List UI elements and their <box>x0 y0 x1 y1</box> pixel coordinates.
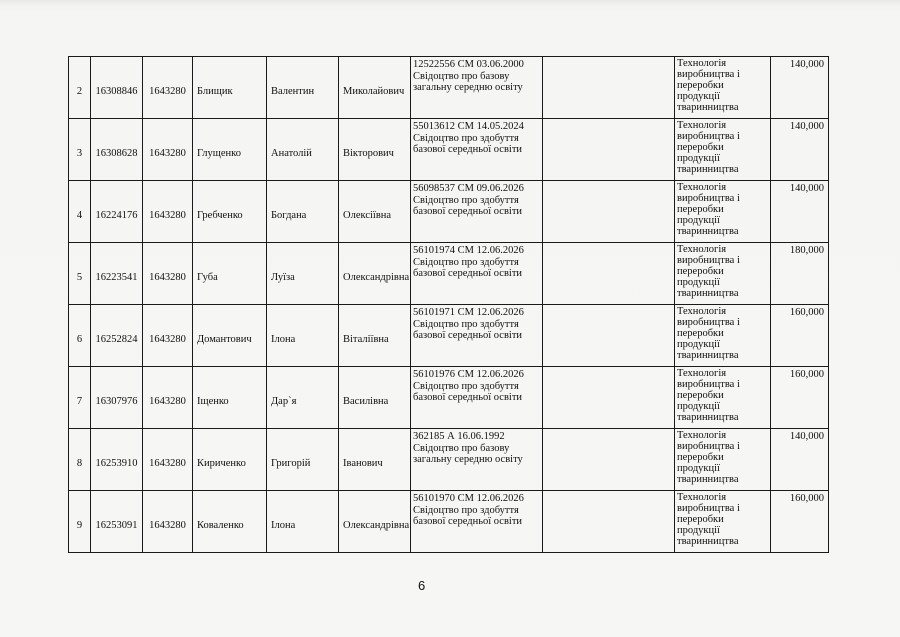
empty-cell <box>543 119 675 181</box>
first-name-cell: Ілона <box>267 491 339 553</box>
document-title: Свідоцтво про здобуття базової середньої освіти <box>413 380 523 403</box>
specialty-cell: Технологія виробництва і переробки продукції тваринництва <box>675 367 771 429</box>
row-number-cell: 7 <box>69 367 91 429</box>
first-name-cell: Луїза <box>267 243 339 305</box>
applicants-table-wrapper <box>68 56 828 553</box>
row-number-cell: 2 <box>69 57 91 119</box>
specialty-cell: Технологія виробництва і переробки продукції тваринництва <box>675 243 771 305</box>
document-number: 12522556 СМ 03.06.2000 <box>413 59 524 70</box>
first-name-cell: Богдана <box>267 181 339 243</box>
empty-cell <box>543 491 675 553</box>
document-number: 55013612 СМ 14.05.2024 <box>413 121 524 132</box>
first-name-cell: Дар`я <box>267 367 339 429</box>
table-row <box>69 429 829 491</box>
specialty-cell: Технологія виробництва і переробки продукції тваринництва <box>675 119 771 181</box>
surname-cell: Домантович <box>193 305 267 367</box>
document-cell <box>411 181 543 243</box>
applicant-id-cell: 16253910 <box>91 429 143 491</box>
program-code-cell: 1643280 <box>143 119 193 181</box>
surname-cell: Кириченко <box>193 429 267 491</box>
table-row <box>69 491 829 553</box>
score-cell: 160,000 <box>771 367 829 429</box>
row-number-cell: 3 <box>69 119 91 181</box>
surname-cell: Губа <box>193 243 267 305</box>
applicant-id-cell: 16253091 <box>91 491 143 553</box>
surname-cell: Коваленко <box>193 491 267 553</box>
applicant-id-cell: 16308846 <box>91 57 143 119</box>
program-code-cell: 1643280 <box>143 181 193 243</box>
empty-cell <box>543 429 675 491</box>
document-cell <box>411 429 543 491</box>
document-title: Свідоцтво про базову загальну середню освіту <box>413 70 523 93</box>
document-cell <box>411 243 543 305</box>
row-number-cell: 5 <box>69 243 91 305</box>
row-number-cell: 9 <box>69 491 91 553</box>
patronymic-cell: Віталіївна <box>339 305 411 367</box>
table-row <box>69 367 829 429</box>
specialty-cell: Технологія виробництва і переробки продукції тваринництва <box>675 305 771 367</box>
applicants-table-body <box>69 57 829 553</box>
specialty-cell: Технологія виробництва і переробки продукції тваринництва <box>675 181 771 243</box>
first-name-cell: Анатолій <box>267 119 339 181</box>
first-name-cell: Ілона <box>267 305 339 367</box>
document-cell <box>411 367 543 429</box>
table-row <box>69 57 829 119</box>
patronymic-cell: Вікторович <box>339 119 411 181</box>
row-number-cell: 8 <box>69 429 91 491</box>
program-code-cell: 1643280 <box>143 305 193 367</box>
score-cell: 160,000 <box>771 491 829 553</box>
document-title: Свідоцтво про здобуття базової середньої освіти <box>413 132 523 155</box>
score-cell: 180,000 <box>771 243 829 305</box>
document-cell <box>411 305 543 367</box>
program-code-cell: 1643280 <box>143 491 193 553</box>
row-number-cell: 4 <box>69 181 91 243</box>
document-cell <box>411 57 543 119</box>
score-cell: 140,000 <box>771 57 829 119</box>
document-cell <box>411 119 543 181</box>
first-name-cell: Григорій <box>267 429 339 491</box>
specialty-cell: Технологія виробництва і переробки продукції тваринництва <box>675 429 771 491</box>
empty-cell <box>543 181 675 243</box>
program-code-cell: 1643280 <box>143 57 193 119</box>
patronymic-cell: Олексіївна <box>339 181 411 243</box>
patronymic-cell: Олександрівна <box>339 243 411 305</box>
row-number-cell: 6 <box>69 305 91 367</box>
document-number: 362185 А 16.06.1992 <box>413 431 505 442</box>
document-number: 56101970 СМ 12.06.2026 <box>413 493 524 504</box>
empty-cell <box>543 305 675 367</box>
surname-cell: Гребченко <box>193 181 267 243</box>
document-cell <box>411 491 543 553</box>
table-row <box>69 181 829 243</box>
page-number: 6 <box>418 578 426 593</box>
score-cell: 140,000 <box>771 181 829 243</box>
applicant-id-cell: 16223541 <box>91 243 143 305</box>
specialty-cell: Технологія виробництва і переробки продукції тваринництва <box>675 491 771 553</box>
applicant-id-cell: 16224176 <box>91 181 143 243</box>
surname-cell: Блищик <box>193 57 267 119</box>
score-cell: 140,000 <box>771 429 829 491</box>
document-title: Свідоцтво про здобуття базової середньої освіти <box>413 194 523 217</box>
surname-cell: Іщенко <box>193 367 267 429</box>
document-number: 56101974 СМ 12.06.2026 <box>413 245 524 256</box>
program-code-cell: 1643280 <box>143 243 193 305</box>
program-code-cell: 1643280 <box>143 429 193 491</box>
document-title: Свідоцтво про здобуття базової середньої освіти <box>413 318 523 341</box>
patronymic-cell: Миколайович <box>339 57 411 119</box>
document-number: 56101976 СМ 12.06.2026 <box>413 369 524 380</box>
applicant-id-cell: 16252824 <box>91 305 143 367</box>
program-code-cell: 1643280 <box>143 367 193 429</box>
patronymic-cell: Олександрівна <box>339 491 411 553</box>
table-row <box>69 305 829 367</box>
patronymic-cell: Іванович <box>339 429 411 491</box>
score-cell: 160,000 <box>771 305 829 367</box>
patronymic-cell: Василівна <box>339 367 411 429</box>
applicants-table <box>68 56 829 553</box>
applicant-id-cell: 16307976 <box>91 367 143 429</box>
first-name-cell: Валентин <box>267 57 339 119</box>
score-cell: 140,000 <box>771 119 829 181</box>
specialty-cell: Технологія виробництва і переробки продукції тваринництва <box>675 57 771 119</box>
applicant-id-cell: 16308628 <box>91 119 143 181</box>
surname-cell: Глущенко <box>193 119 267 181</box>
empty-cell <box>543 57 675 119</box>
table-row <box>69 119 829 181</box>
document-number: 56101971 СМ 12.06.2026 <box>413 307 524 318</box>
document-title: Свідоцтво про здобуття базової середньої освіти <box>413 504 523 527</box>
document-number: 56098537 СМ 09.06.2026 <box>413 183 524 194</box>
empty-cell <box>543 243 675 305</box>
table-row <box>69 243 829 305</box>
empty-cell <box>543 367 675 429</box>
document-title: Свідоцтво про здобуття базової середньої освіти <box>413 256 523 279</box>
document-title: Свідоцтво про базову загальну середню освіту <box>413 442 523 465</box>
